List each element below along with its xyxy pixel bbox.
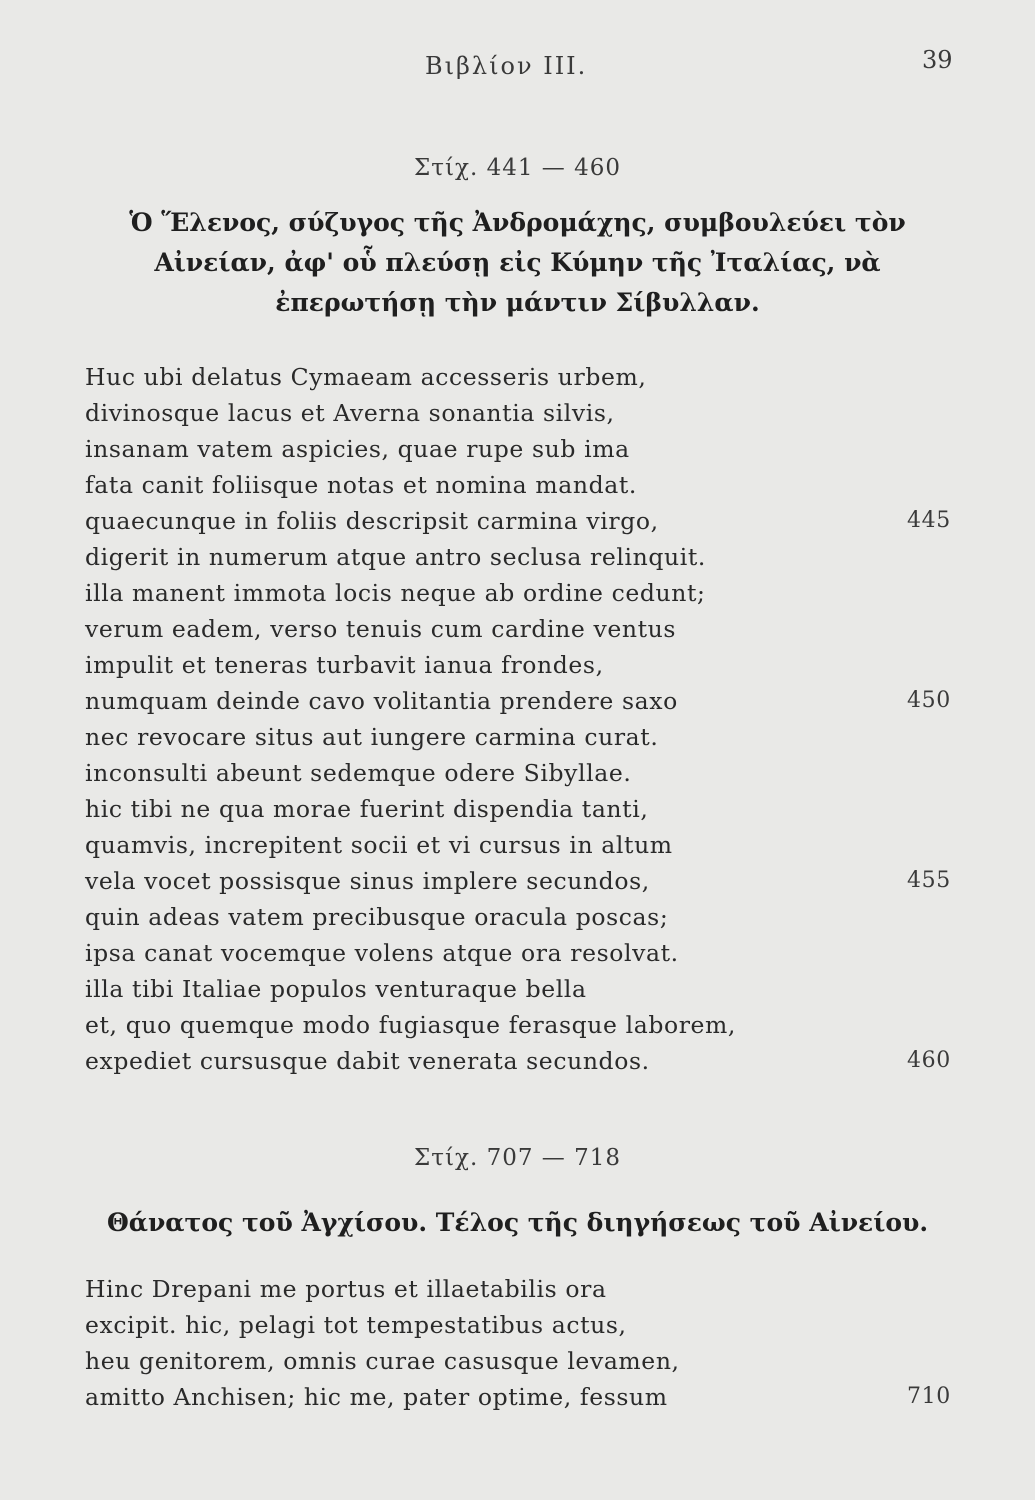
verse-line bbox=[85, 503, 965, 539]
verse-line bbox=[85, 1307, 965, 1343]
verse-line bbox=[85, 611, 965, 647]
heading-line: Θάνατος τοῦ Ἀγχίσου. Τέλος τῆς διηγήσεως τοῦ Αἰνείου. bbox=[106, 1208, 929, 1237]
verse-line bbox=[85, 1379, 965, 1415]
line-number: 710 bbox=[907, 1384, 951, 1409]
section-707-718 bbox=[0, 1145, 1035, 1415]
verse-line bbox=[85, 755, 965, 791]
verse-line bbox=[85, 719, 965, 755]
verse-text: quin adeas vatem precibusque oracula poscas; bbox=[85, 903, 669, 931]
verse-line bbox=[85, 1007, 965, 1043]
line-number: 445 bbox=[907, 508, 951, 533]
verse-line bbox=[85, 467, 965, 503]
verse-text: Hinc Drepani me portus et illaetabilis ora bbox=[85, 1275, 607, 1303]
verse-text: impulit et teneras turbavit ianua frondes, bbox=[85, 651, 604, 679]
section-heading bbox=[28, 1203, 1008, 1243]
verse-text: digerit in numerum atque antro seclusa relinquit. bbox=[85, 543, 706, 571]
verse-line bbox=[85, 431, 965, 467]
verse-text: quamvis, increpitent socii et vi cursus in altum bbox=[85, 831, 673, 859]
verse-line bbox=[85, 359, 965, 395]
verse-line bbox=[85, 1271, 965, 1307]
verse-line bbox=[85, 575, 965, 611]
running-head bbox=[0, 46, 1035, 92]
verse-line bbox=[85, 863, 965, 899]
verse-text: numquam deinde cavo volitantia prendere saxo bbox=[85, 687, 678, 715]
book-title: Βιβλίον III. bbox=[425, 52, 588, 80]
verse-text: heu genitorem, omnis curae casusque levamen, bbox=[85, 1347, 680, 1375]
verse-line bbox=[85, 395, 965, 431]
verse-line bbox=[85, 1043, 965, 1079]
section-441-460 bbox=[0, 155, 1035, 1079]
verse-text: amitto Anchisen; hic me, pater optime, fessum bbox=[85, 1383, 668, 1411]
line-number: 455 bbox=[907, 868, 951, 893]
verse-line bbox=[85, 827, 965, 863]
verse-line bbox=[85, 647, 965, 683]
heading-line: ἐπερωτήσῃ τὴν μάντιν Σίβυλλαν. bbox=[275, 288, 760, 317]
verse-text: illa tibi Italiae populos venturaque bella bbox=[85, 975, 587, 1003]
verse-text: quaecunque in foliis descripsit carmina virgo, bbox=[85, 507, 659, 535]
verse-text: inconsulti abeunt sedemque odere Sibyllae. bbox=[85, 759, 632, 787]
verse-text: hic tibi ne qua morae fuerint dispendia tanti, bbox=[85, 795, 649, 823]
verse-text: expediet cursusque dabit venerata secundos. bbox=[85, 1047, 650, 1075]
verse-text: et, quo quemque modo fugiasque ferasque laborem, bbox=[85, 1011, 736, 1039]
verse-range: Στίχ. 441 — 460 bbox=[414, 155, 621, 181]
verse-text: insanam vatem aspicies, quae rupe sub ima bbox=[85, 435, 630, 463]
verse-line bbox=[85, 1343, 965, 1379]
line-number: 460 bbox=[907, 1048, 951, 1073]
verse-text: ipsa canat vocemque volens atque ora resolvat. bbox=[85, 939, 679, 967]
verse-text: divinosque lacus et Averna sonantia silvis, bbox=[85, 399, 615, 427]
line-number: 450 bbox=[907, 688, 951, 713]
section-heading bbox=[68, 203, 968, 323]
verse-text: illa manent immota locis neque ab ordine cedunt; bbox=[85, 579, 706, 607]
heading-line: Αἰνείαν, ἀφ' οὗ πλεύσῃ εἰς Κύμην τῆς Ἰταλίας, νὰ bbox=[154, 248, 881, 277]
verse-block bbox=[85, 1271, 965, 1415]
verse-text: nec revocare situs aut iungere carmina curat. bbox=[85, 723, 659, 751]
verse-text: Huc ubi delatus Cymaeam accesseris urbem, bbox=[85, 363, 647, 391]
verse-line bbox=[85, 791, 965, 827]
heading-line: Ὁ Ἕλενος, σύζυγος τῆς Ἀνδρομάχης, συμβουλεύει τὸν bbox=[129, 208, 906, 237]
verse-range: Στίχ. 707 — 718 bbox=[414, 1145, 621, 1171]
verse-block bbox=[85, 359, 965, 1079]
verse-line bbox=[85, 539, 965, 575]
verse-text: vela vocet possisque sinus implere secundos, bbox=[85, 867, 650, 895]
verse-line bbox=[85, 899, 965, 935]
verse-line bbox=[85, 935, 965, 971]
page-number: 39 bbox=[922, 46, 953, 74]
verse-text: fata canit foliisque notas et nomina mandat. bbox=[85, 471, 637, 499]
verse-text: excipit. hic, pelagi tot tempestatibus actus, bbox=[85, 1311, 627, 1339]
verse-line bbox=[85, 683, 965, 719]
verse-text: verum eadem, verso tenuis cum cardine ventus bbox=[85, 615, 677, 643]
verse-line bbox=[85, 971, 965, 1007]
